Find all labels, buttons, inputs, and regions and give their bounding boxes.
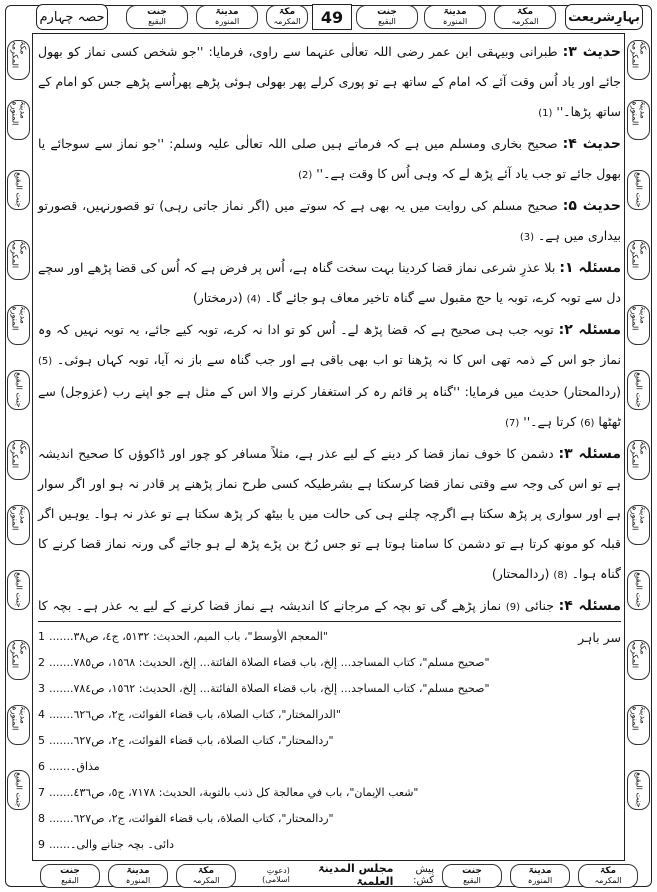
publisher-note: (دعوتِ اسلامی)	[262, 866, 290, 884]
hadith-5-heading: حدیث ۵:	[562, 198, 621, 214]
masala-3: مسئلہ ۳: دشمن کا خوف نماز قضا کر دینے کے لیے عذر ہے، مثلاً مسافر کو چور اور ڈاکوؤں کا صحیح اندیشہ ہے تو اس کی وجہ سے وقتی نماز قضا کرسکتا ہے بشرطیکہ کسی طرح نماز پڑھنے پر قادر نہ ہو اور اگر سوار ہے اور سواری پر پڑھ سکتا ہے اگرچہ چلنے ہی کی حالت میں یا بیٹھ کر پڑھ سکتا ہے تو عذر نہ ہوا۔ یوہیں اگر قبلہ کو مونھ کرتا ہے تو دشمن کا سامنا ہوتا ہے تو جس رُخ بن پڑے پڑھ لے ہو جائے گی ورنہ نماز قضا کرنے کا گناہ ہوا۔ (8) (ردالمحتار)	[38, 446, 621, 581]
footnote-ref-1: (1)	[538, 108, 553, 119]
footnote-ref-8: (8)	[553, 570, 568, 581]
side-seal-right-3: جنت البقیع	[627, 170, 650, 210]
footnote-ref-6: (6)	[580, 418, 595, 429]
side-seal-left-2: مدینۃ المنورہ	[7, 100, 30, 140]
publisher-line	[244, 864, 434, 886]
page-footer	[0, 864, 657, 888]
seal-madina: مدینۃ المنورہ	[196, 5, 258, 29]
page-number: 49	[312, 4, 352, 30]
part-title: حصہ چہارم	[36, 4, 108, 30]
side-seal-right-11: مدینۃ المنورہ	[627, 705, 650, 745]
side-seal-right-1: مکۃ المکرمہ	[627, 40, 650, 80]
side-seal-left-3: جنت البقیع	[7, 170, 30, 210]
side-seal-left-5: مدینۃ المنورہ	[7, 305, 30, 345]
masala-4-heading: مسئلہ ۴:	[558, 598, 621, 614]
masala-4: مسئلہ ۴: جنائی (9) نماز پڑھے گی تو بچہ کے مرجانے کا اندیشہ ہے نماز قضا کرنے کے لیے یہ عذر ہے۔ بچہ کا سر باہر	[38, 598, 621, 645]
hadith-5: حدیث ۵: صحیح مسلم کی روایت میں یہ بھی ہے کہ سوتے میں (اگر نماز جاتی رہی) تو قصورنہیں، قصورتو بیداری میں ہے۔ (3)	[38, 198, 621, 243]
side-seal-right-6: جنت البقیع	[627, 370, 650, 410]
publisher-name: مجلس المدینۃ العلمیۃ	[318, 862, 394, 888]
book-title: بہارِشریعت	[565, 4, 643, 30]
footnote-1: 1 ...... "المعجم الأوسط"، باب الميم، الحديث: ٥١٣٢، ج٤، ص٣٨.	[38, 629, 328, 643]
footer-seal-2: مدینۃ المنورہ	[108, 864, 168, 888]
side-seal-left-12: جنت البقیع	[7, 770, 30, 810]
side-seal-right-7: مکۃ المکرمہ	[627, 440, 650, 480]
footnote-divider	[38, 621, 621, 622]
hadith-3-heading: حدیث ۳:	[562, 44, 621, 60]
side-seal-left-6: جنت البقیع	[7, 370, 30, 410]
hadith-4: حدیث ۴: صحیح بخاری ومسلم میں ہے کہ فرماتے ہیں صلی اللہ تعالٰی علیہ وسلم: ''جو نماز سے سوجائے یا بھول جائے تو جب یاد آئے پڑھ لے کہ وہی اُس کا وقت ہے۔'' (2)	[38, 136, 621, 181]
masala-1: مسئلہ ۱: بلا عذرِ شرعی نماز قضا کردینا بہت سخت گناہ ہے، اُس پر فرض ہے کہ اُس کی قضا پڑھے اور سچے دل سے توبہ کرے، توبہ یا حج مقبول سے گناہ تاخیر معاف ہو جائے گا۔ (4) (درمختار)	[38, 260, 621, 305]
masala-3-heading: مسئلہ ۳:	[558, 446, 621, 462]
side-seal-left-11: مدینۃ المنورہ	[7, 705, 30, 745]
hadith-4-heading: حدیث ۴:	[562, 136, 621, 152]
publisher-label: پیش کش:	[413, 864, 434, 886]
side-seal-left-8: مدینۃ المنورہ	[7, 505, 30, 545]
footer-seal-5: مدینۃ المنورہ	[510, 864, 570, 888]
seal-jannat-2: جنت البقیع	[356, 5, 418, 29]
seal-makka: مکۃ المکرمہ	[266, 5, 308, 29]
side-seal-right-5: مدینۃ المنورہ	[627, 305, 650, 345]
footnote-8: 8 ...... "ردالمحتار"، كتاب الصلاة، باب قضاء الفوائت، ج٢، ص٦٢٧.	[38, 811, 334, 825]
footnote-7: 7 ...... "شعب الإيمان"، باب في معالجة كل ذنب بالتوبة، الحديث: ٧١٧٨، ج٥، ص٤٣٦.	[38, 785, 419, 799]
footer-seal-1: جنت البقیع	[40, 864, 100, 888]
side-seal-left-1: مکۃ المکرمہ	[7, 40, 30, 80]
masala-1-heading: مسئلہ ۱:	[559, 260, 621, 276]
footnote-ref-7: (7)	[505, 418, 520, 429]
main-text	[38, 37, 621, 653]
footnote-ref-3: (3)	[519, 232, 534, 243]
side-seal-right-8: مدینۃ المنورہ	[627, 505, 650, 545]
footnote-ref-2: (2)	[298, 170, 313, 181]
side-seal-left-4: مکۃ المکرمہ	[7, 240, 30, 280]
footnote-9: 9 ...... دائی۔ بچہ جنانے والی۔	[38, 837, 175, 851]
side-seal-right-12: جنت البقیع	[627, 770, 650, 810]
footnote-6: 6 ...... مذاق۔	[38, 759, 100, 773]
masala-2: مسئلہ ۲: توبہ جب ہی صحیح ہے کہ قضا پڑھ لے۔ اُس کو تو ادا نہ کرے، توبہ کیے جائے، یہ توبہ نہیں کہ وہ نماز جو اس کے ذمہ تھی اس کا نہ پڑھنا تو اب بھی باقی ہے اور جب گناہ سے باز نہ آیا، توبہ کہاں ہوئی۔ (5) (ردالمحتار) حدیث میں فرمایا: ''گناہ پر قائم رہ کر استغفار کرنے والا اس کے مثل ہے جو اپنے رب (عزوجل) سے ٹھٹھا (6) کرتا ہے۔'' (7)	[38, 322, 621, 429]
footer-seal-4: جنت البقیع	[442, 864, 502, 888]
side-seal-right-4: مکۃ المکرمہ	[627, 240, 650, 280]
footnote-3: 3 ...... "صحيح مسلم"، كتاب المساجد... إلخ، باب قضاء الصلاة الفائتة... إلخ، الحديث: ١٥٦٢، ص٧٨٤.	[38, 681, 490, 695]
side-seal-left-10: مکۃ المکرمہ	[7, 640, 30, 680]
footnote-4: 4 ...... "الدرالمختار"، كتاب الصلاة، باب قضاء الفوائت، ج٢، ص٦٢٦.	[38, 707, 341, 721]
seal-madina-2: مدینۃ المنورہ	[424, 5, 486, 29]
hadith-3: حدیث ۳: طبرانی وبیہقی ابن عمر رضی اللہ تعالٰی عنہما سے راوی، فرمایا: ''جو شخص کسی نماز کو بھول جائے اور یاد اُس وقت آئے کہ امام کے ساتھ ہے تو پوری کرلے پھر بھولی ہوئی پڑھے پھراُسے پڑھے جس کو امام کے ساتھ پڑھا۔'' (1)	[38, 44, 621, 119]
side-seal-right-10: مکۃ المکرمہ	[627, 640, 650, 680]
seal-makka-2: مکۃ المکرمہ	[494, 5, 556, 29]
footer-seal-6: مکۃ المکرمہ	[578, 864, 638, 888]
footer-seal-3: مکۃ المکرمہ	[176, 864, 236, 888]
masala-2-heading: مسئلہ ۲:	[558, 322, 621, 338]
side-seal-left-7: مکۃ المکرمہ	[7, 440, 30, 480]
footnote-5: 5 ...... "ردالمحتار"، كتاب الصلاة، باب قضاء الفوائت، ج٢، ص٦٢٧.	[38, 733, 334, 747]
side-seal-right-9: جنت البقیع	[627, 570, 650, 610]
seal-jannat: جنت البقیع	[126, 5, 188, 29]
footnote-ref-4: (4)	[246, 294, 261, 305]
side-seal-right-2: مدینۃ المنورہ	[627, 100, 650, 140]
footnote-2: 2 ...... "صحيح مسلم"، كتاب المساجد... إلخ، باب قضاء الصلاة الفائتة... إلخ، الحديث: ١٥٦٨، ص٧٨٥.	[38, 655, 490, 669]
side-seal-left-9: جنت البقیع	[7, 570, 30, 610]
footnote-ref-5: (5)	[38, 356, 53, 367]
footnotes	[38, 624, 621, 860]
footnote-ref-9: (9)	[505, 602, 521, 613]
page-header	[0, 4, 657, 32]
